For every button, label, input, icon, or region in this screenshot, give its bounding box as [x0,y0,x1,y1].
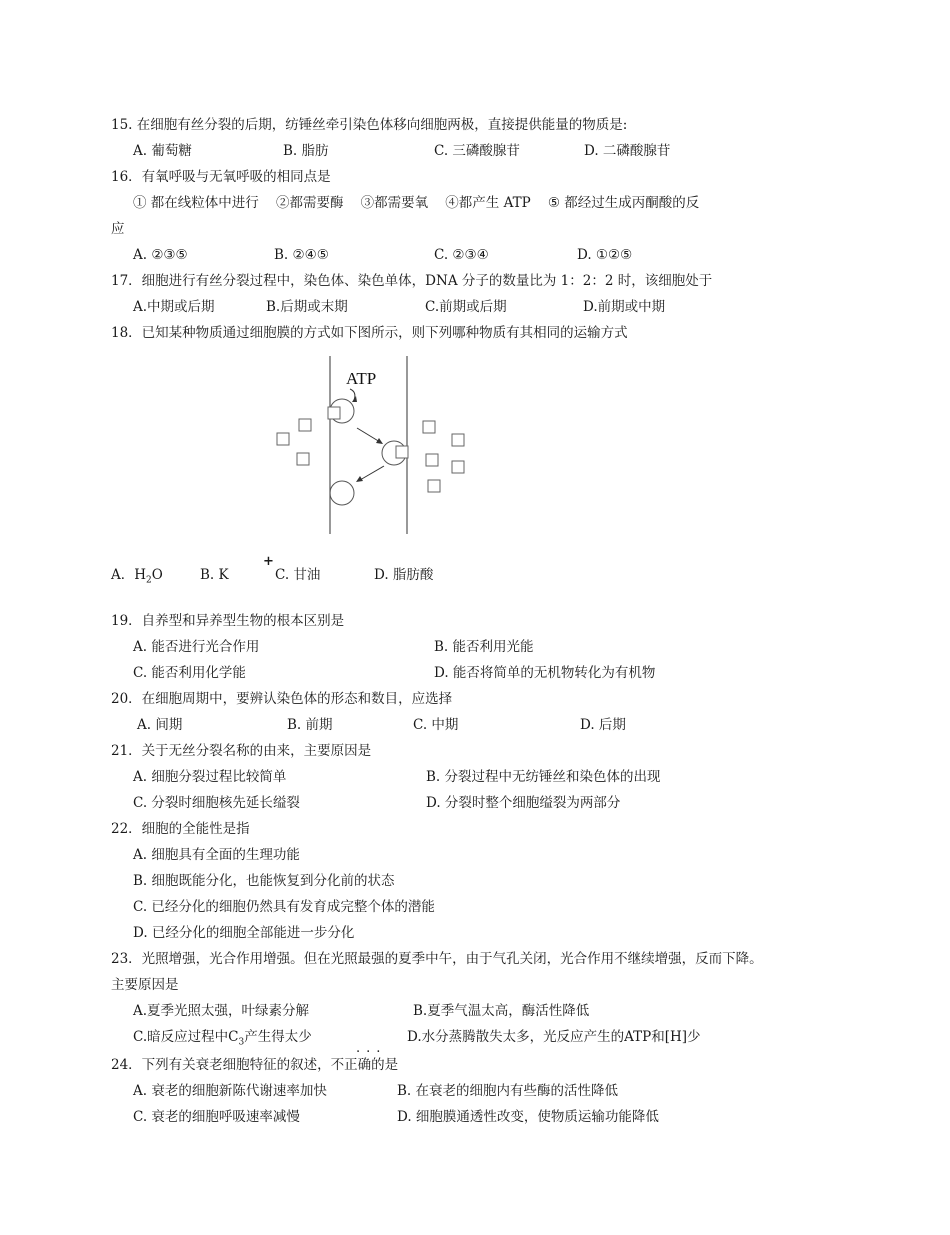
q16-option-c: C. ②③④ [434,247,489,263]
q15-option-c: C. 三磷酸腺苷 [434,143,520,159]
q16-option-a: A. ②③⑤ [133,247,188,263]
molecule-left [299,419,311,431]
q23-option-c [133,1028,312,1052]
atp-label: ATP [346,369,377,388]
q16-items-continued: 应 [111,221,125,237]
q19-option-d: D. 能否将简单的无机物转化为有机物 [434,665,656,681]
q21-option-a: A. 细胞分裂过程比较简单 [133,769,287,785]
q19-stem: 19．自养型和异养型生物的根本区别是 [111,613,345,629]
atp-arrow [350,389,355,400]
q18-option-a-prefix: A．H [111,567,147,583]
q21-option-d: D. 分裂时整个细胞缢裂为两部分 [426,795,621,811]
molecule-right [428,480,440,492]
molecule-left [297,453,309,465]
q18-option-b: B. K [200,567,229,583]
q15-stem: 15. 在细胞有丝分裂的后期，纺锤丝牵引染色体移向细胞两极，直接提供能量的物质是: [111,117,628,133]
q15-option-d: D. 二磷酸腺苷 [584,143,671,159]
q17-option-c: C.前期或后期 [425,299,507,315]
molecule-in-carrier-top [328,407,340,419]
q21-option-b: B. 分裂过程中无纺锤丝和染色体的出现 [426,769,661,785]
q16-option-b: B. ②④⑤ [274,247,329,263]
q20-option-c: C. 中期 [413,717,459,733]
q18-option-b-superscript: + [263,554,274,569]
q23-option-c-suffix: 产生得太少 [244,1029,312,1045]
q24-stem: 24．下列有关衰老细胞特征的叙述，不正确的是 [111,1057,399,1073]
q21-option-c: C. 分裂时细胞核先延长缢裂 [133,795,300,811]
q24-option-a: A. 衰老的细胞新陈代谢速率加快 [133,1083,327,1099]
emphasis-dots: ... [356,1041,387,1056]
q22-option-d: D. 已经分化的细胞全部能进一步分化 [133,925,355,941]
membrane-transport-figure [260,350,490,540]
q19-option-c: C. 能否利用化学能 [133,665,246,681]
q20-stem: 20．在细胞周期中，要辨认染色体的形态和数目，应选择 [111,691,453,707]
q23-option-c-subscript: 3 [238,1037,245,1048]
q17-option-b: B.后期或末期 [266,299,348,315]
q15-option-b: B. 脂肪 [283,143,329,159]
q23-option-c-prefix: C.暗反应过程中C [133,1029,239,1045]
q23-option-a: A.夏季光照太强，叶绿素分解 [133,1003,310,1019]
q23-option-d: D.水分蒸腾散失太多，光反应产生的ATP和[H]少 [407,1029,701,1045]
q22-stem: 22．细胞的全能性是指 [111,821,250,837]
q16-stem: 16．有氧呼吸与无氧呼吸的相同点是 [111,169,331,185]
q16-option-d: D. ①②⑤ [577,247,633,263]
q18-option-c: C. 甘油 [275,567,321,583]
arrow-to-middle [357,428,380,442]
q18-stem: 18．已知某种物质通过细胞膜的方式如下图所示，则下列哪种物质有其相同的运输方式 [111,325,628,341]
q17-stem: 17．细胞进行有丝分裂过程中，染色体、染色单体，DNA 分子的数量比为 1：2：2 时，该细胞处于 [111,273,713,289]
q20-option-a: A. 间期 [137,717,183,733]
molecule-right [452,461,464,473]
molecule-right [423,421,435,433]
molecule-right [426,454,438,466]
carrier-protein-bottom [330,481,354,505]
arrow-to-middle-head [376,438,383,444]
q18-option-a-subscript: 2 [146,575,152,586]
q22-option-b: B. 细胞既能分化，也能恢复到分化前的状态 [133,873,395,889]
q19-option-b: B. 能否利用光能 [434,639,534,655]
q18-option-a [111,566,163,590]
q16-items: ① 都在线粒体中进行 ②都需要酶 ③都需要氧 ④都产生 ATP ⑤ 都经过生成丙酮酸的反 [133,195,700,211]
arrow-to-bottom [360,466,384,480]
q19-option-a: A. 能否进行光合作用 [133,639,260,655]
molecule-in-carrier-middle [396,446,408,458]
q24-option-d: D. 细胞膜通透性改变，使物质运输功能降低 [397,1109,659,1125]
q22-option-c: C. 已经分化的细胞仍然具有发育成完整个体的潜能 [133,899,435,915]
q20-option-d: D. 后期 [580,717,626,733]
molecule-right [452,434,464,446]
q18-option-d: D. 脂肪酸 [374,567,434,583]
q23-stem: 23．光照增强，光合作用增强。但在光照最强的夏季中午，由于气孔关闭，光合作用不继续增强，反而下降。 [111,951,763,967]
q18-option-a-suffix: O [151,567,163,583]
q17-option-d: D.前期或中期 [583,299,666,315]
q17-option-a: A.中期或后期 [133,299,215,315]
q20-option-b: B. 前期 [287,717,333,733]
q15-option-a: A. 葡萄糖 [133,143,192,159]
q24-option-b: B. 在衰老的细胞内有些酶的活性降低 [397,1083,619,1099]
q24-option-c: C. 衰老的细胞呼吸速率减慢 [133,1109,300,1125]
q23-option-b: B.夏季气温太高，酶活性降低 [413,1003,590,1019]
molecule-left [277,433,289,445]
q23-stem-continued: 主要原因是 [111,977,179,993]
q21-stem: 21．关于无丝分裂名称的由来，主要原因是 [111,743,372,759]
q22-option-a: A. 细胞具有全面的生理功能 [133,847,300,863]
